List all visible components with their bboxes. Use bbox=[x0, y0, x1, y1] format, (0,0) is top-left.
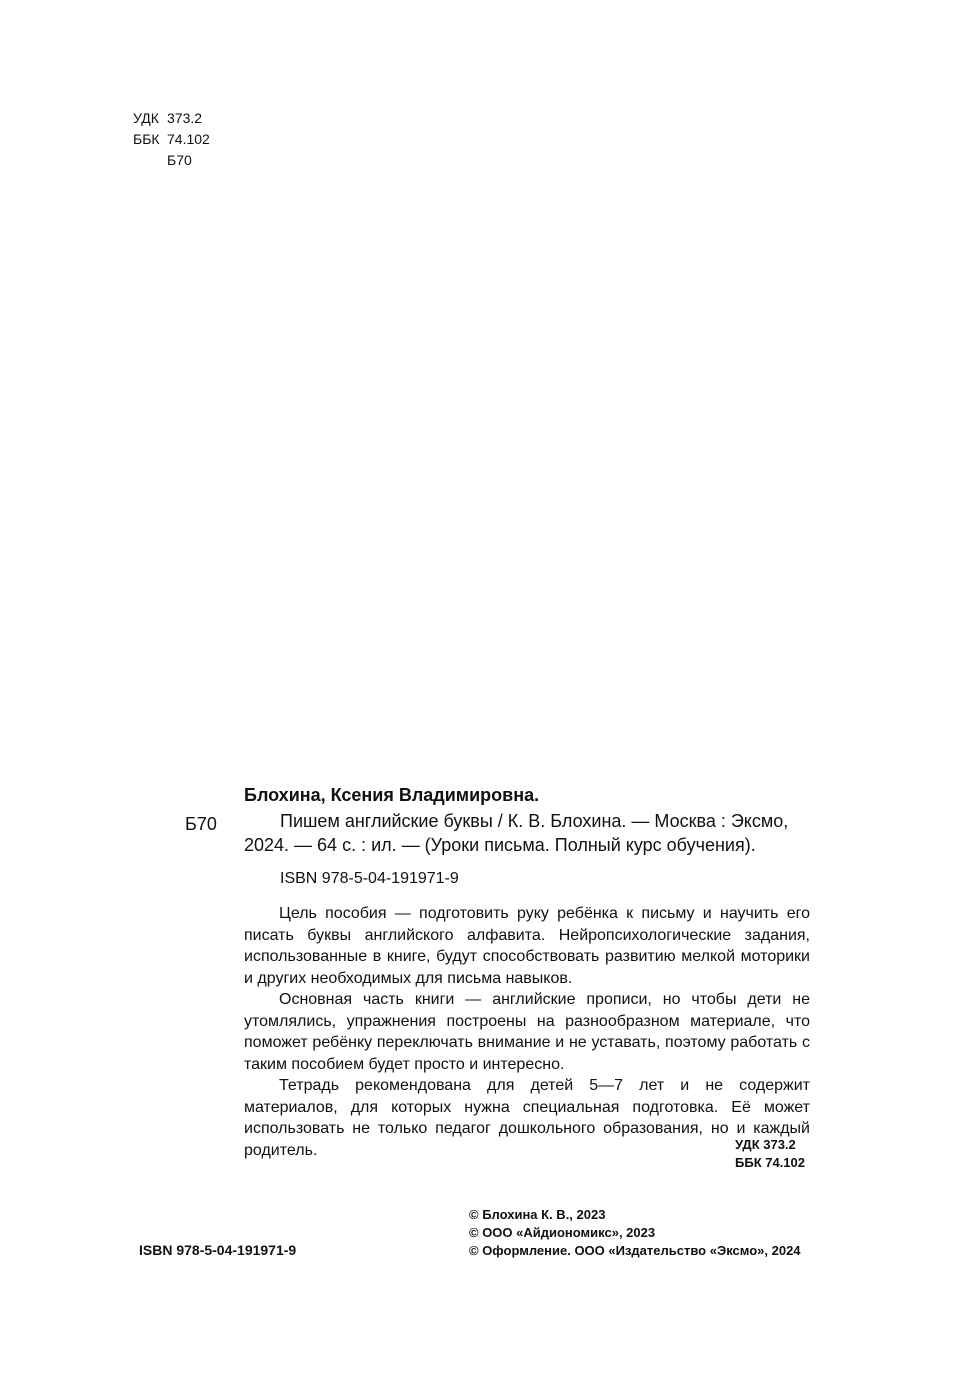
record-isbn: ISBN 978-5-04-191971-9 bbox=[280, 870, 459, 887]
record-udk: УДК 373.2 bbox=[735, 1137, 796, 1152]
copyright-line-1: © Блохина К. В., 2023 bbox=[469, 1207, 606, 1222]
title-statement bbox=[244, 809, 810, 857]
author-name: Блохина, Ксения Владимировна. bbox=[244, 785, 540, 805]
author-mark-top: Б70 bbox=[167, 152, 192, 168]
copyright-line-2: © ООО «Айдиономикс», 2023 bbox=[469, 1225, 656, 1240]
author-mark: Б70 bbox=[185, 814, 217, 834]
copyright-block bbox=[469, 1206, 801, 1260]
udk-label: УДК bbox=[133, 110, 159, 126]
annotation-paragraph-3: Тетрадь рекомендована для детей 5—7 лет и не содержит материалов, для которых нужна специальная подготовка. Её может использовать не только педагог дошкольного образования, но и каждый родитель. bbox=[244, 1077, 810, 1159]
title-line-1: Пишем английские буквы / К. В. Блохина. — Москва : Эксмо, bbox=[280, 811, 789, 831]
udk-value: 373.2 bbox=[167, 110, 203, 126]
title-line-2: 2024. — 64 с. : ил. — (Уроки письма. Полный курс обучения). bbox=[244, 835, 756, 855]
record-bbk: ББК 74.102 bbox=[735, 1155, 805, 1170]
annotation-paragraph-1: Цель пособия — подготовить руку ребёнка к письму и научить его писать буквы английского алфавита. Нейропсихологические задания, использованные в книге, будут способствовать развитию мелкой моторики и других необходимых для письма навыков. bbox=[244, 905, 810, 987]
bbk-label: ББК bbox=[133, 131, 160, 147]
annotation bbox=[244, 903, 810, 1161]
bbk-value: 74.102 bbox=[167, 131, 210, 147]
classification-block bbox=[133, 108, 210, 171]
annotation-paragraph-2: Основная часть книги — английские прописи, но чтобы дети не утомлялись, упражнения построены на разнообразном материале, что поможет ребёнку переключать внимание и не уставать, поэтому работать с таким пособием будет просто и интересно. bbox=[244, 991, 810, 1073]
copyright-line-3: © Оформление. ООО «Издательство «Эксмо», 2024 bbox=[469, 1243, 801, 1258]
footer-isbn: ISBN 978-5-04-191971-9 bbox=[139, 1242, 297, 1258]
